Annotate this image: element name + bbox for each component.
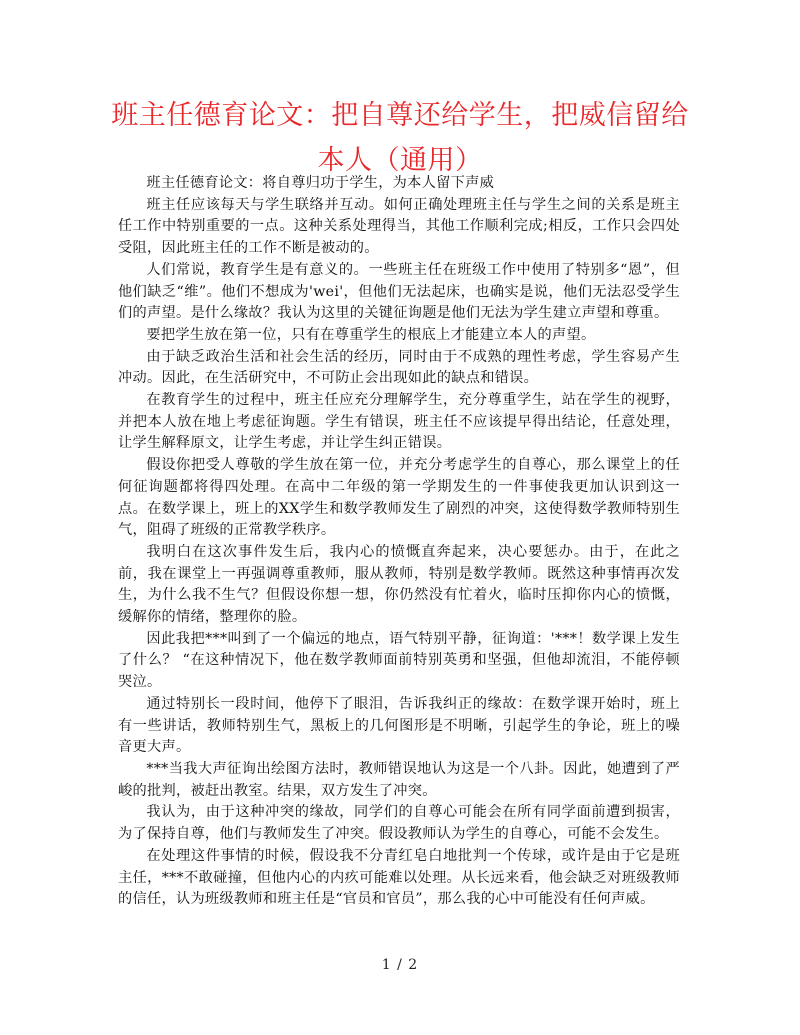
paragraph: 人们常说，教育学生是有意义的。一些班主任在班级工作中使用了特别多“恩”，但他们缺乏“维”。他们不想成为'wei'，但他们无法起床，也确实是说，他们无法忍受学生们的声望。是什么缘故？我认为这里的关键征询题是他们无法为学生建立声望和尊重。: [118, 261, 680, 322]
paragraph: 在教育学生的过程中，班主任应充分理解学生，充分尊重学生，站在学生的视野，并把本人放在地上考虑征询题。学生有错误，班主任不应该提早得出结论，任意处理，让学生解释原文，让学生考虑，并让学生纠正错误。: [118, 392, 680, 452]
paragraph: 要把学生放在第一位，只有在尊重学生的根底上才能建立本人的声望。: [146, 326, 596, 343]
paragraph: 我明白在这次事件发生后，我内心的愤慨直奔起来，决心要惩办。由于，在此之前，我在课堂上一再强调尊重教师，服从教师，特别是数学教师。既然这种事情再次发生，为什么我不生气？但假设你想一想，你仍然没有忙着火，临时压抑你内心的愤慨，缓解你的情绪，整理你的脸。: [118, 543, 680, 626]
document-title: 班主任德育论文：把自尊还给学生，把威信留给本人（通用）: [111, 100, 689, 176]
paragraph: 我认为，由于这种冲突的缘故，同学们的自尊心可能会在所有同学面前遭到损害，为了保持自尊，他们与教师发生了冲突。假设教师认为学生的自尊心，可能不会发生。: [118, 804, 680, 843]
paragraph: 因此我把***叫到了一个偏远的地点，语气特别平静，征询道：'***！数学课上发生了什么？ “在这种情况下，他在数学教师面前特别英勇和坚强，但他却流泪，不能停顿哭泣。: [118, 630, 680, 691]
paragraph: 假设你把受人尊敬的学生放在第一位，并充分考虑学生的自尊心，那么课堂上的任何征询题都将得四处理。在高中二年级的第一学期发生的一件事使我更加认识到这一点。在数学课上，班上的XX学生和数学教师发生了剧烈的冲突，这使得数学教师特别生气，阻碍了班级的正常教学秩序。: [118, 457, 680, 539]
paragraph: ***当我大声征询出绘图方法时，教师错误地认为这是一个八卦。因此，她遭到了严峻的批判，被赶出教室。结果，双方发生了冲突。: [118, 760, 680, 799]
paragraph: 班主任应该每天与学生联络并互动。如何正确处理班主任与学生之间的关系是班主任工作中特别重要的一点。这种关系处理得当，其他工作顺利完成;相反，工作只会四处受阻，因此班主任的工作不断是被动的。: [118, 196, 680, 257]
document-body: [118, 173, 680, 911]
page-number: 1 / 2: [381, 957, 419, 973]
paragraph: 由于缺乏政治生活和社会生活的经历，同时由于不成熟的理性考虑，学生容易产生冲动。因此，在生活研究中，不可防止会出现如此的缺点和错误。: [118, 348, 680, 387]
paragraph: 在处理这件事情的时候，假设我不分青红皂白地批判一个传球，或许是由于它是班主任，***不敢碰撞，但他内心的内疚可能难以处理。从长远来看，他会缺乏对班级教师的信任，认为班级教师和班主任是“官员和官员”，那么我的心中可能没有任何声威。: [118, 847, 680, 908]
paragraph-subtitle: 班主任德育论文：将自尊归功于学生，为本人留下声威: [146, 175, 495, 191]
paragraph: 通过特别长一段时间，他停下了眼泪，告诉我纠正的缘故：在数学课开始时，班上有一些讲话，教师特别生气，黑板上的几何图形是不明晰，引起学生的争论，班上的噪音更大声。: [118, 695, 680, 756]
